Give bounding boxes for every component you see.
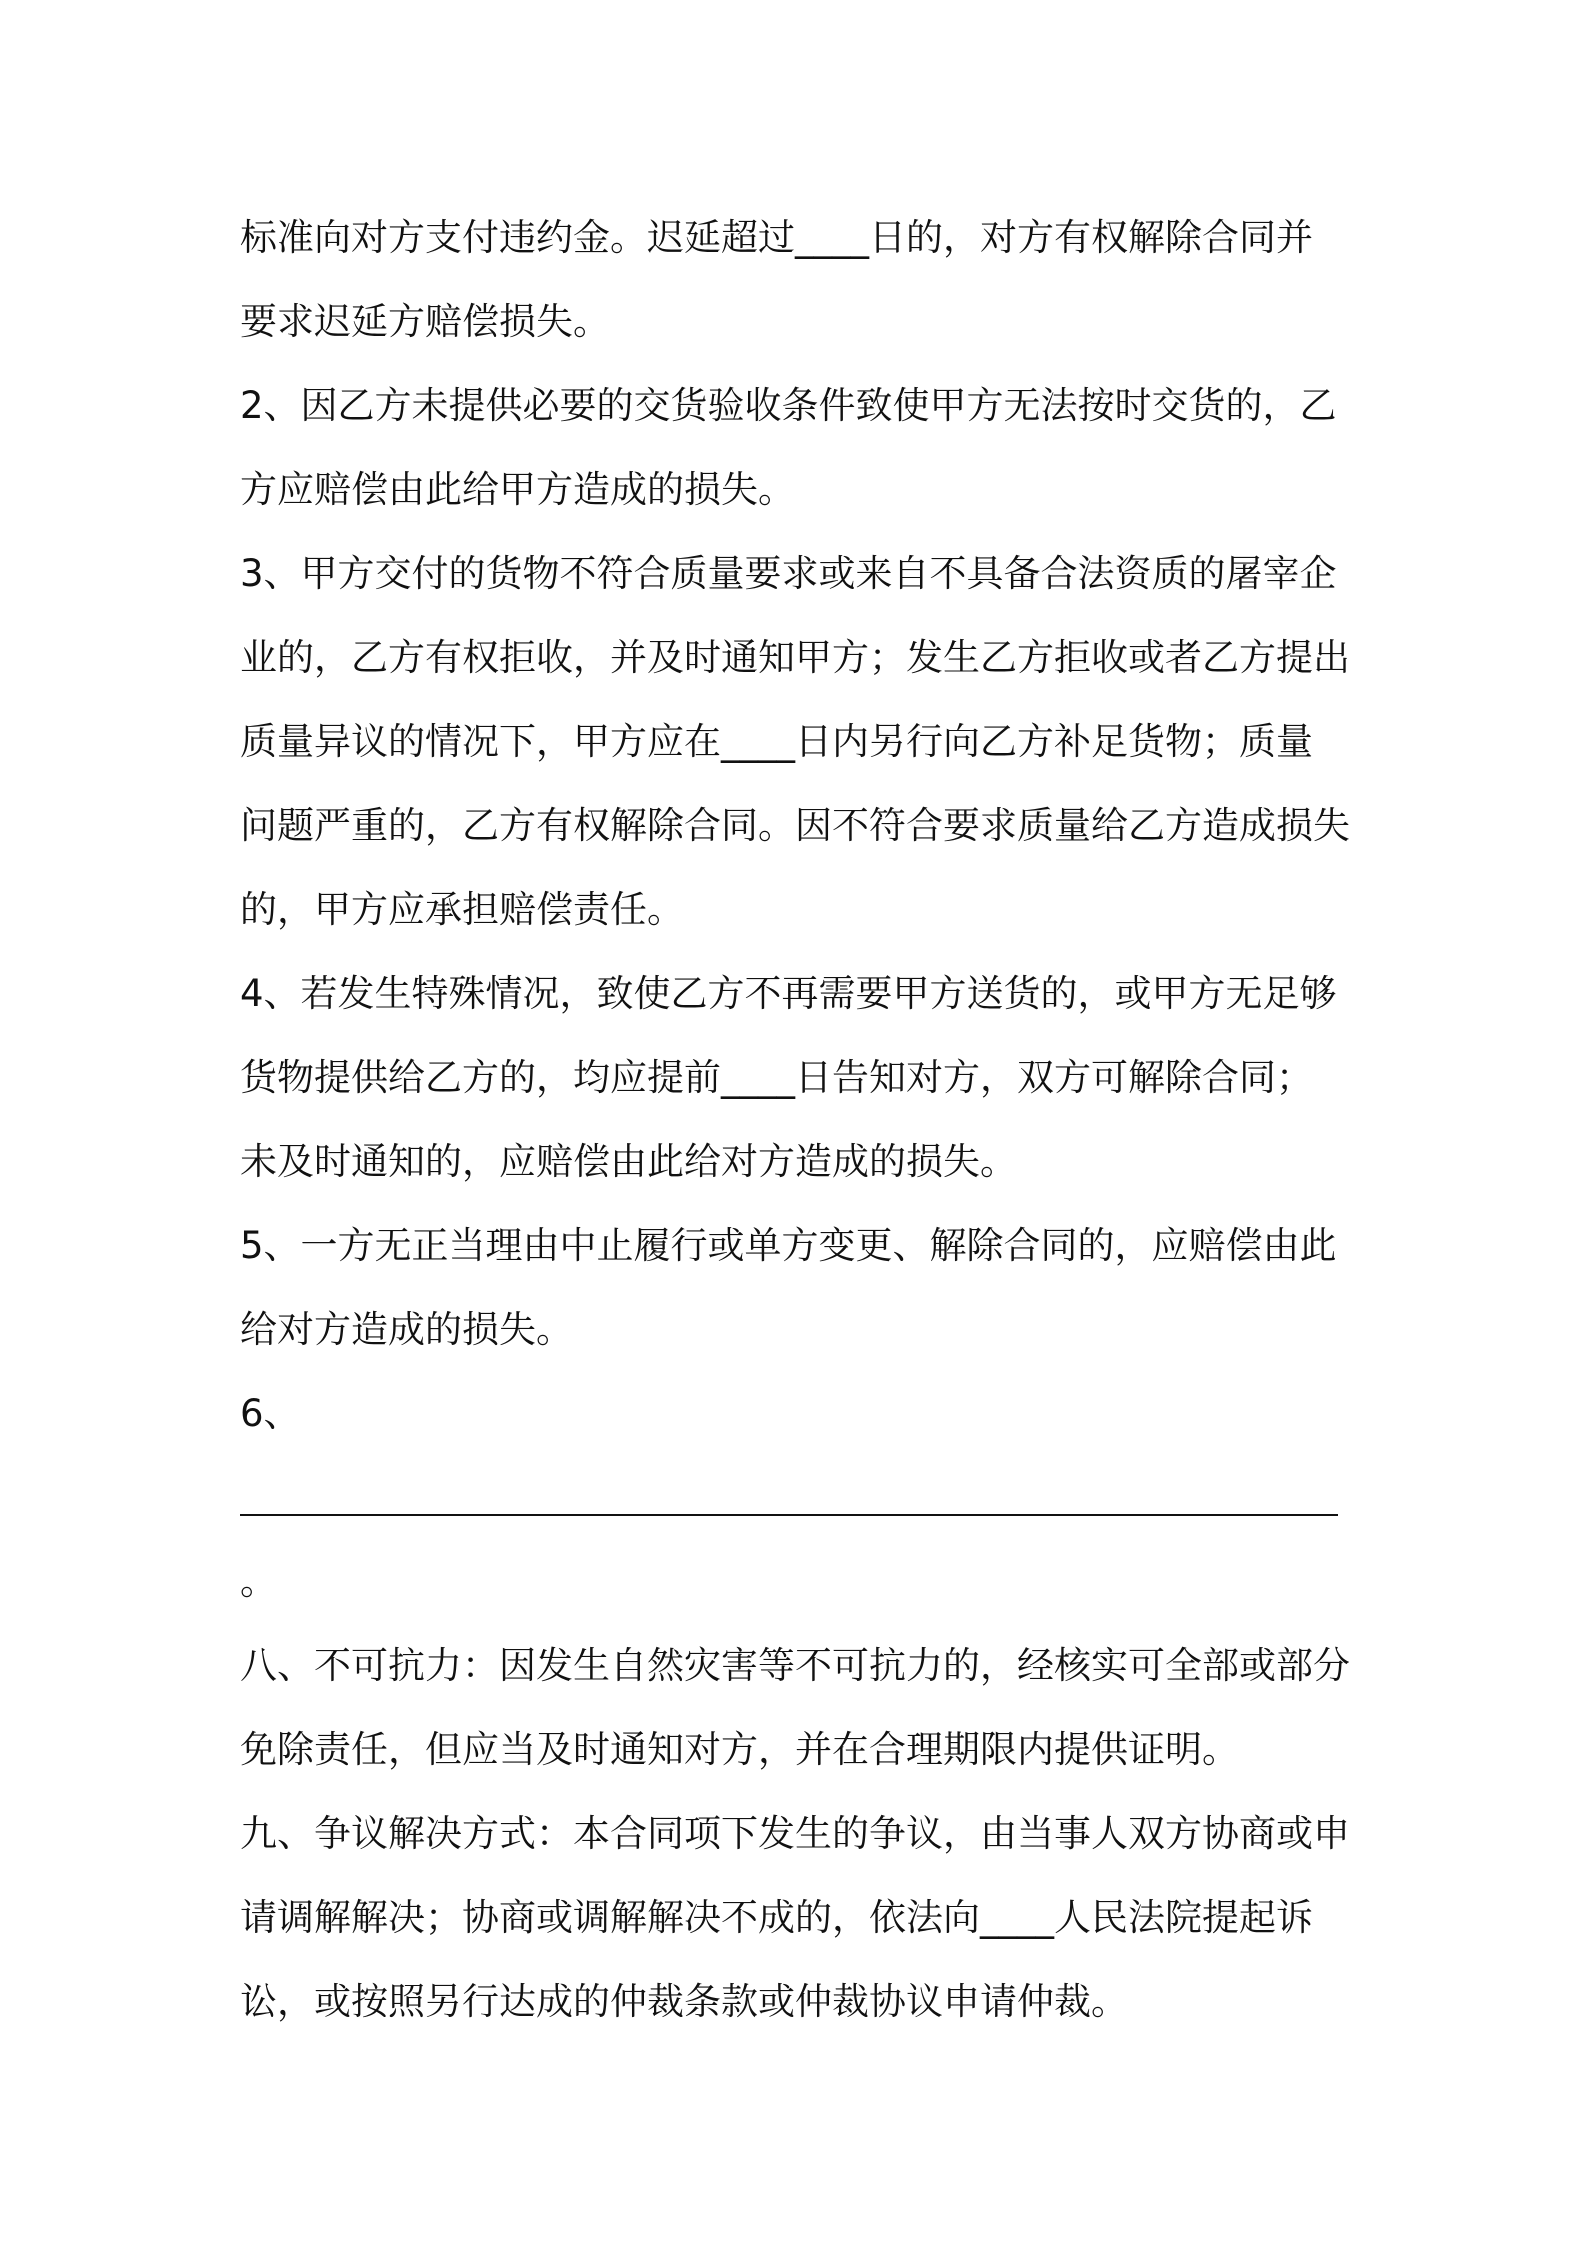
- text-line: 标准向对方支付违约金。迟延超过____日的，对方有权解除合同并: [240, 216, 1313, 259]
- text-line: 业的，乙方有权拒收，并及时通知甲方；发生乙方拒收或者乙方提出: [240, 636, 1350, 679]
- end-mark: 。: [240, 1560, 277, 1603]
- text-line: 质量异议的情况下，甲方应在____日内另行向乙方补足货物；质量: [240, 720, 1313, 763]
- text-line: 问题严重的，乙方有权解除合同。因不符合要求质量给乙方造成损失: [240, 804, 1350, 847]
- paragraph-penalty-continuation: [240, 196, 1350, 364]
- text-line: 讼，或按照另行达成的仲裁条款或仲裁协议申请仲裁。: [240, 1980, 1128, 2023]
- text-line: 未及时通知的，应赔偿由此给对方造成的损失。: [240, 1140, 1017, 1183]
- text-line: 请调解解决；协商或调解解决不成的，依法向____人民法院提起诉: [240, 1896, 1313, 1939]
- text-line: 货物提供给乙方的，均应提前____日告知对方，双方可解除合同；: [240, 1056, 1313, 1099]
- text-line: 4、若发生特殊情况，致使乙方不再需要甲方送货的，或甲方无足够: [240, 972, 1337, 1015]
- section-force-majeure: [240, 1624, 1350, 1792]
- blank-underline: [240, 1514, 1338, 1516]
- document-body: [240, 196, 1350, 2044]
- text-line: 要求迟延方赔偿损失。: [240, 300, 610, 343]
- text-line: 九、争议解决方式：本合同项下发生的争议，由当事人双方协商或申: [240, 1812, 1350, 1855]
- text-line: 3、甲方交付的货物不符合质量要求或来自不具备合法资质的屠宰企: [240, 552, 1337, 595]
- clause-3: [240, 532, 1350, 952]
- text-line: 八、不可抗力：因发生自然灾害等不可抗力的，经核实可全部或部分: [240, 1644, 1350, 1687]
- clause-2: [240, 364, 1350, 532]
- clause-number: 6、: [240, 1392, 301, 1435]
- text-line: 免除责任，但应当及时通知对方，并在合理期限内提供证明。: [240, 1728, 1239, 1771]
- clause-5: [240, 1204, 1350, 1372]
- text-line: 5、一方无正当理由中止履行或单方变更、解除合同的，应赔偿由此: [240, 1224, 1337, 1267]
- text-line: 给对方造成的损失。: [240, 1308, 573, 1351]
- text-line: 的，甲方应承担赔偿责任。: [240, 888, 684, 931]
- section-dispute-resolution: [240, 1792, 1350, 2044]
- text-line: 方应赔偿由此给甲方造成的损失。: [240, 468, 795, 511]
- text-line: 2、因乙方未提供必要的交货验收条件致使甲方无法按时交货的，乙: [240, 384, 1337, 427]
- clause-4: [240, 952, 1350, 1204]
- fill-in-blank: [240, 1456, 1350, 1540]
- clause-6: [240, 1372, 1350, 1624]
